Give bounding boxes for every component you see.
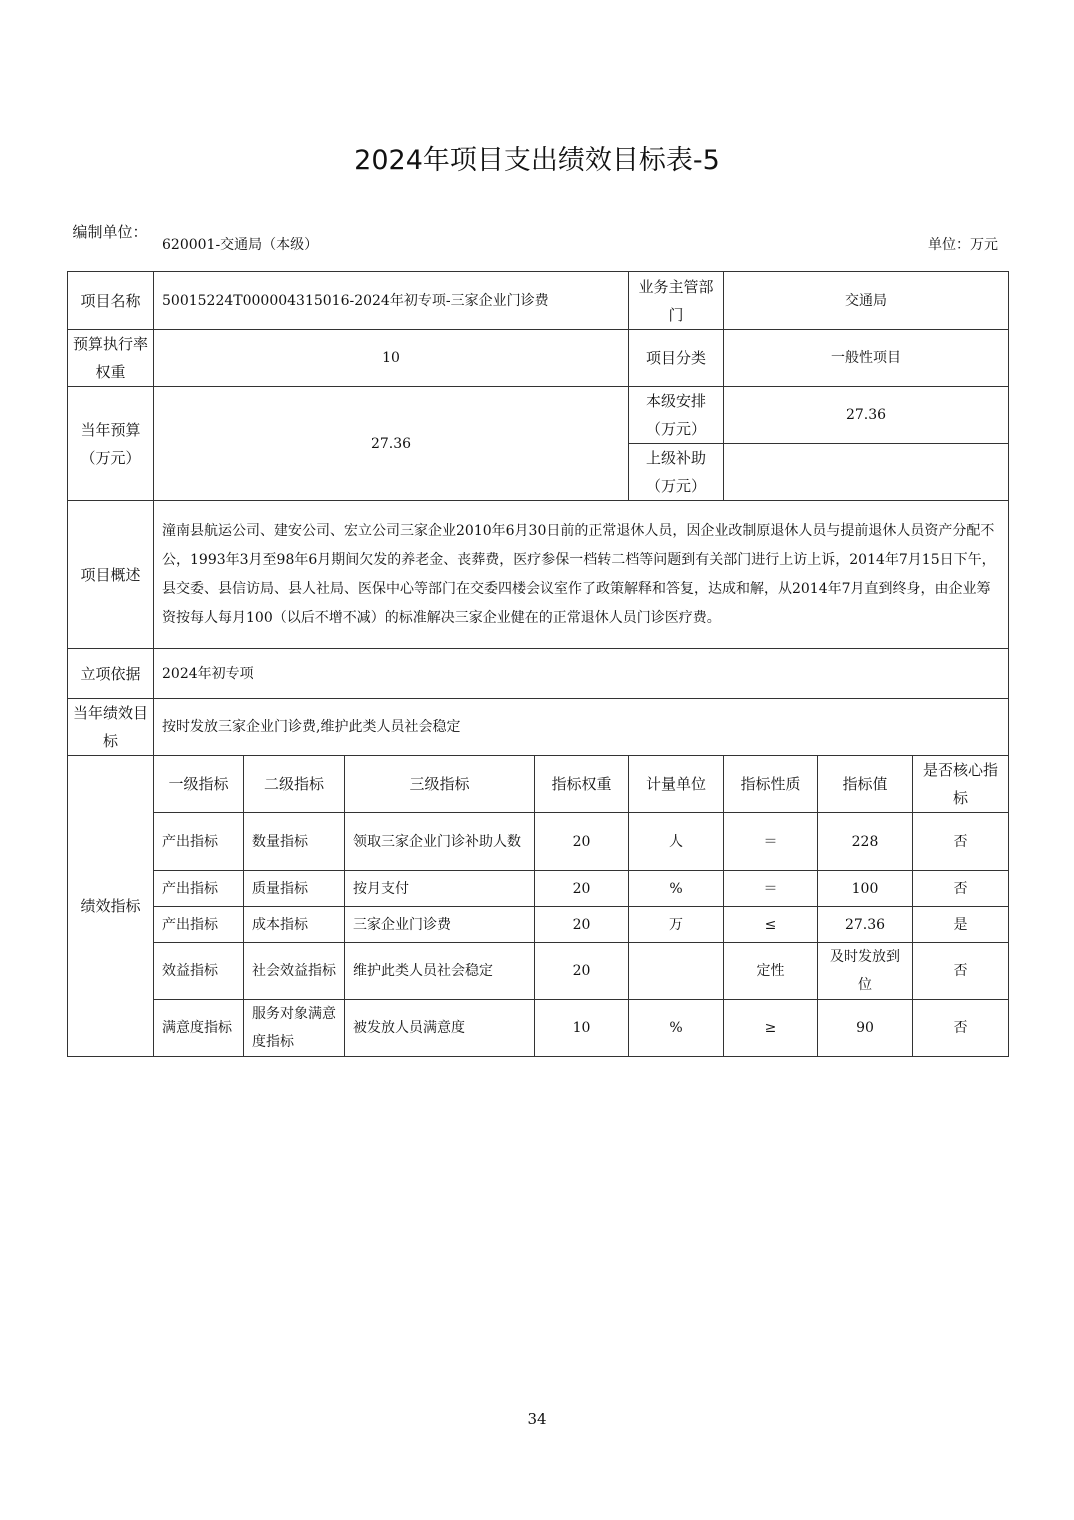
cell-weight: 20 [535, 943, 629, 1000]
cell-level3: 被发放人员满意度 [345, 1000, 535, 1057]
indicator-row [68, 907, 1009, 943]
overview-label: 项目概述 [68, 501, 154, 649]
unit-label: 编制单位： [72, 223, 148, 241]
header-value: 指标值 [818, 756, 913, 813]
cell-weight: 20 [535, 813, 629, 871]
cell-unit: % [629, 1000, 724, 1057]
cell-unit [629, 943, 724, 1000]
header-core: 是否核心指标 [913, 756, 1009, 813]
upper-value [724, 444, 1009, 501]
cell-level2: 数量指标 [244, 813, 345, 871]
cell-level1: 产出指标 [154, 813, 244, 871]
cell-level2: 服务对象满意度指标 [244, 1000, 345, 1057]
indicator-row [68, 813, 1009, 871]
cell-level3: 按月支付 [345, 871, 535, 907]
upper-label: 上级补助（万元） [629, 444, 724, 501]
project-name-value: 50015224T000004315016-2024年初专项-三家企业门诊费 [154, 272, 629, 330]
local-value: 27.36 [724, 387, 1009, 444]
cell-value: 及时发放到位 [818, 943, 913, 1000]
row-basis [68, 649, 1009, 699]
cell-weight: 20 [535, 907, 629, 943]
cell-nature: 定性 [724, 943, 818, 1000]
header-nature: 指标性质 [724, 756, 818, 813]
cell-level3: 维护此类人员社会稳定 [345, 943, 535, 1000]
indicator-row [68, 943, 1009, 1000]
indicator-row [68, 871, 1009, 907]
basis-label: 立项依据 [68, 649, 154, 699]
cell-level1: 产出指标 [154, 871, 244, 907]
row-weight [68, 330, 1009, 387]
performance-table [67, 271, 1009, 1057]
cell-level2: 质量指标 [244, 871, 345, 907]
header-level1: 一级指标 [154, 756, 244, 813]
dept-value: 交通局 [724, 272, 1009, 330]
cell-level1: 产出指标 [154, 907, 244, 943]
budget-value: 27.36 [154, 387, 629, 501]
cell-nature: ＝ [724, 871, 818, 907]
project-name-label: 项目名称 [68, 272, 154, 330]
weight-label: 预算执行率权重 [68, 330, 154, 387]
budget-label: 当年预算（万元） [68, 387, 154, 501]
cell-core: 否 [913, 943, 1009, 1000]
indicators-label: 绩效指标 [68, 756, 154, 1057]
currency-label: 单位：万元 [928, 237, 998, 253]
local-label: 本级安排（万元） [629, 387, 724, 444]
row-overview [68, 501, 1009, 649]
cell-nature: ≤ [724, 907, 818, 943]
header-level2: 二级指标 [244, 756, 345, 813]
cell-core: 否 [913, 1000, 1009, 1057]
row-goal [68, 699, 1009, 756]
category-value: 一般性项目 [724, 330, 1009, 387]
row-budget-local [68, 387, 1009, 444]
cell-level3: 三家企业门诊费 [345, 907, 535, 943]
cell-level3: 领取三家企业门诊补助人数 [345, 813, 535, 871]
header-weight: 指标权重 [535, 756, 629, 813]
cell-nature: ＝ [724, 813, 818, 871]
cell-weight: 20 [535, 871, 629, 907]
goal-value: 按时发放三家企业门诊费,维护此类人员社会稳定 [154, 699, 1009, 756]
cell-value: 27.36 [818, 907, 913, 943]
indicator-header-row [68, 756, 1009, 813]
indicator-row [68, 1000, 1009, 1057]
cell-core: 否 [913, 871, 1009, 907]
cell-value: 100 [818, 871, 913, 907]
header-unit: 计量单位 [629, 756, 724, 813]
overview-value: 潼南县航运公司、建安公司、宏立公司三家企业2010年6月30日前的正常退休人员，因企业改制原退休人员与提前退休人员资产分配不公，1993年3月至98年6月期间欠发的养老金、丧葬费，医疗参保一档转二档等问题到有关部门进行上访上诉，2014年7月15日下午，县交委、县信访局、县人社局、医保中心等部门在交委四楼会议室作了政策解释和答复，达成和解，从2014年7月直到终身，由企业筹资按每人每月100（以后不增不减）的标准解决三家企业健在的正常退休人员门诊医疗费。 [154, 501, 1009, 649]
cell-unit: 万 [629, 907, 724, 943]
header-level3: 三级指标 [345, 756, 535, 813]
goal-label: 当年绩效目标 [68, 699, 154, 756]
cell-level2: 社会效益指标 [244, 943, 345, 1000]
cell-level1: 效益指标 [154, 943, 244, 1000]
unit-value: 620001-交通局（本级） [162, 237, 319, 253]
page-number: 34 [527, 1410, 547, 1428]
weight-value: 10 [154, 330, 629, 387]
cell-nature: ≥ [724, 1000, 818, 1057]
cell-level2: 成本指标 [244, 907, 345, 943]
dept-label: 业务主管部门 [629, 272, 724, 330]
cell-unit: % [629, 871, 724, 907]
cell-value: 228 [818, 813, 913, 871]
cell-value: 90 [818, 1000, 913, 1057]
page-title: 2024年项目支出绩效目标表-5 [354, 145, 720, 176]
category-label: 项目分类 [629, 330, 724, 387]
cell-level1: 满意度指标 [154, 1000, 244, 1057]
cell-core: 是 [913, 907, 1009, 943]
row-project-name [68, 272, 1009, 330]
cell-unit: 人 [629, 813, 724, 871]
cell-weight: 10 [535, 1000, 629, 1057]
cell-core: 否 [913, 813, 1009, 871]
basis-value: 2024年初专项 [154, 649, 1009, 699]
